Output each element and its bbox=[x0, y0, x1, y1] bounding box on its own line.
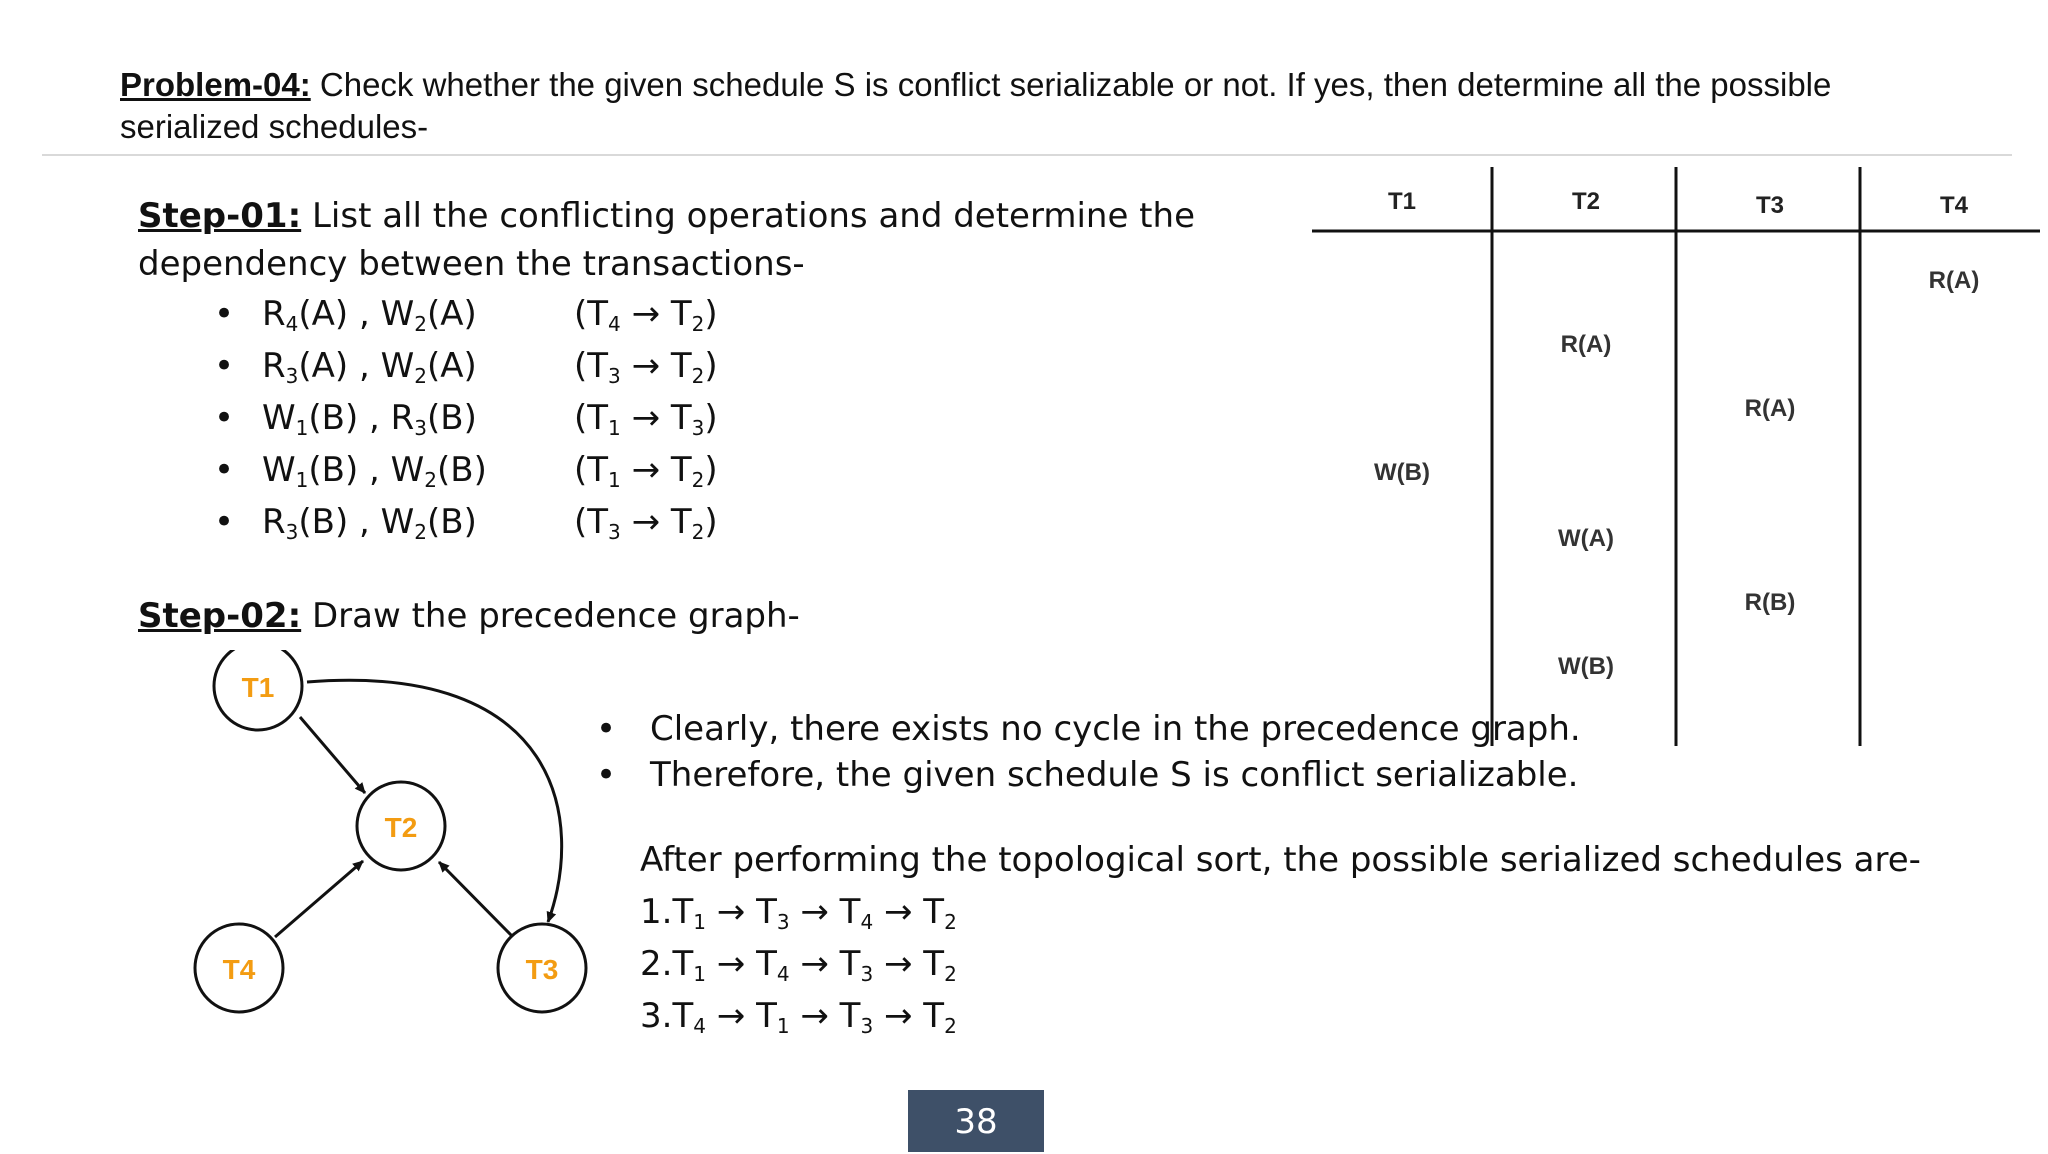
subscript: 3 bbox=[776, 910, 790, 934]
conflict-ops: $W_1(B)$ , $R_3(B)$ bbox=[262, 398, 477, 440]
dependency: $(T_1 \to T_2)$ bbox=[574, 450, 718, 492]
conflict-ops: $W_1(B)$ , $W_2(B)$ bbox=[262, 450, 487, 492]
subscript: 3 bbox=[608, 364, 621, 388]
subscript: 3 bbox=[608, 520, 621, 544]
operation-cell: R(A) bbox=[1928, 267, 1980, 294]
subscript: 2 bbox=[944, 910, 957, 934]
subscript: 2 bbox=[944, 1014, 957, 1038]
dependency: $(T_3 \to T_2)$ bbox=[574, 346, 718, 388]
problem-label: Problem-04: bbox=[120, 66, 311, 103]
bullet: • bbox=[214, 502, 235, 542]
operation-cell: W(A) bbox=[1558, 525, 1614, 552]
subscript: 3 bbox=[414, 416, 427, 440]
subscript: 3 bbox=[285, 364, 299, 388]
topo-intro: After performing the topological sort, the possible serialized schedules are- bbox=[640, 840, 1921, 880]
step-02-text: Draw the precedence graph- bbox=[301, 596, 800, 636]
column-header: T4 bbox=[1939, 192, 1969, 219]
subscript: 2 bbox=[691, 520, 705, 544]
step-01-label: Step-01: bbox=[138, 196, 302, 236]
node-t2 bbox=[357, 782, 445, 870]
subscript: 4 bbox=[860, 910, 874, 934]
bullet: • bbox=[214, 398, 235, 438]
subscript: 3 bbox=[285, 520, 299, 544]
topological-sort bbox=[640, 834, 1921, 1042]
schedule-row: $1.T_1 \to T_3 \to T_4 \to T_2$ bbox=[640, 892, 957, 934]
column-header: T2 bbox=[1571, 188, 1601, 215]
schedule-row: $2.T_1 \to T_4 \to T_3 \to T_2$ bbox=[640, 944, 957, 986]
subscript: 2 bbox=[414, 312, 427, 336]
subscript: 2 bbox=[414, 364, 427, 388]
operation-cell: R(A) bbox=[1744, 395, 1796, 422]
conclusion-item: • Clearly, there exists no cycle in the precedence graph. bbox=[596, 706, 1581, 752]
subscript: 2 bbox=[691, 364, 705, 388]
subscript: 1 bbox=[608, 468, 621, 492]
svg-text:T2: T2 bbox=[384, 812, 418, 843]
operation-cell: R(B) bbox=[1744, 589, 1796, 616]
subscript: 2 bbox=[691, 468, 705, 492]
step-01-text: List all the conflicting operations and determine the dependency between the transactions- bbox=[138, 196, 1195, 284]
subscript: 3 bbox=[860, 1014, 874, 1038]
subscript: 4 bbox=[776, 962, 790, 986]
subscript: 4 bbox=[608, 312, 621, 336]
subscript: 4 bbox=[285, 312, 299, 336]
edge-t4-t2 bbox=[275, 861, 363, 937]
bullet: • bbox=[214, 294, 235, 334]
step-02 bbox=[138, 592, 800, 640]
subscript: 2 bbox=[691, 312, 705, 336]
serialized-schedules bbox=[640, 886, 1921, 1042]
subscript: 1 bbox=[776, 1014, 790, 1038]
column-header: T1 bbox=[1387, 188, 1417, 215]
subscript: 2 bbox=[944, 962, 957, 986]
conflict-ops: $R_3(A)$ , $W_2(A)$ bbox=[262, 346, 477, 388]
problem-text: Check whether the given schedule S is conflict serializable or not. If yes, then determine all the possible serialized schedules- bbox=[120, 66, 1832, 145]
subscript: 2 bbox=[414, 520, 427, 544]
conclusion-item: • Therefore, the given schedule S is conflict serializable. bbox=[596, 752, 1581, 798]
schedule-table bbox=[1300, 162, 2040, 762]
problem-statement bbox=[120, 64, 1940, 148]
subscript: 1 bbox=[693, 910, 706, 934]
subscript: 4 bbox=[693, 1014, 706, 1038]
conflict-ops: $R_3(B)$ , $W_2(B)$ bbox=[262, 502, 477, 544]
node-t1 bbox=[214, 650, 302, 730]
svg-text:T4: T4 bbox=[222, 954, 256, 985]
bullet: • bbox=[214, 450, 235, 490]
column-header: T3 bbox=[1755, 192, 1785, 219]
bullet: • bbox=[214, 346, 235, 386]
conflict-ops: $R_4(A)$ , $W_2(A)$ bbox=[262, 294, 477, 336]
dependency: $(T_3 \to T_2)$ bbox=[574, 502, 718, 544]
edge-t1-t2 bbox=[300, 717, 365, 793]
schedule-row: $3.T_4 \to T_1 \to T_3 \to T_2$ bbox=[640, 996, 957, 1038]
subscript: 1 bbox=[693, 962, 706, 986]
subscript: 1 bbox=[295, 468, 309, 492]
page-number: 38 bbox=[908, 1090, 1044, 1152]
subscript: 2 bbox=[424, 468, 437, 492]
subscript: 1 bbox=[608, 416, 621, 440]
svg-text:T3: T3 bbox=[525, 954, 559, 985]
subscript: 1 bbox=[295, 416, 309, 440]
node-t4 bbox=[195, 924, 283, 1012]
svg-text:T1: T1 bbox=[241, 672, 275, 703]
operation-cell: W(B) bbox=[1558, 653, 1614, 680]
dependency: $(T_1 \to T_3)$ bbox=[574, 398, 718, 440]
node-t3 bbox=[498, 924, 586, 1012]
divider bbox=[42, 154, 2012, 156]
dependency: $(T_4 \to T_2)$ bbox=[574, 294, 718, 336]
subscript: 3 bbox=[860, 962, 874, 986]
precedence-graph bbox=[180, 650, 620, 1030]
step-02-label: Step-02: bbox=[138, 596, 302, 636]
edge-t3-t2 bbox=[439, 862, 512, 936]
operation-cell: W(B) bbox=[1374, 459, 1430, 486]
step-01 bbox=[138, 192, 1298, 288]
subscript: 3 bbox=[691, 416, 705, 440]
operation-cell: R(A) bbox=[1560, 331, 1612, 358]
